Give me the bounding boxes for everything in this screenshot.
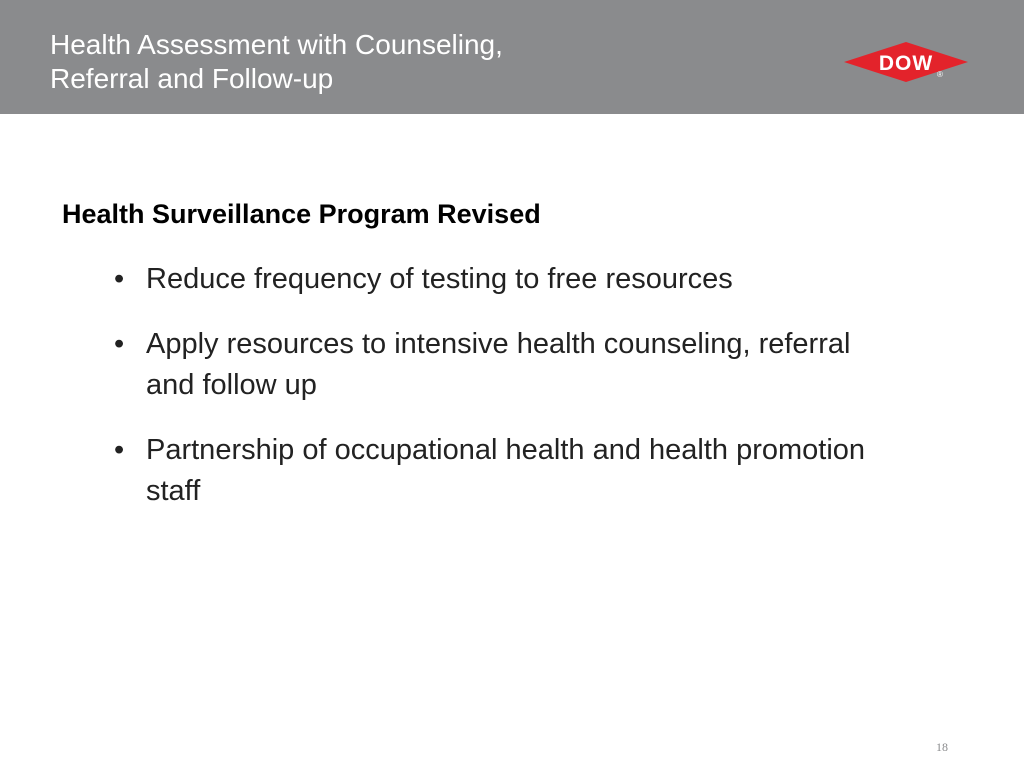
bullet-list	[62, 259, 942, 512]
bullet-icon: •	[114, 328, 125, 360]
section-heading: Health Surveillance Program Revised	[62, 199, 541, 229]
dow-diamond-logo-icon	[842, 41, 970, 83]
bullet-item	[62, 430, 866, 512]
bullet-text: Partnership of occupational health and health promotion staff	[146, 434, 866, 507]
logo-registered-mark: ®	[937, 70, 943, 79]
slide-content	[62, 194, 942, 536]
bullet-icon: •	[114, 434, 125, 466]
bullet-text: Reduce frequency of testing to free resources	[146, 263, 733, 295]
header-bar	[0, 0, 1024, 114]
slide-title-line-1: Health Assessment with Counseling,	[50, 29, 503, 60]
bullet-item	[62, 259, 866, 300]
logo-text: DOW	[878, 52, 934, 75]
slide-title	[50, 28, 503, 96]
bullet-icon: •	[114, 263, 125, 295]
slide-title-line-2: Referral and Follow-up	[50, 63, 334, 94]
bullet-item	[62, 324, 866, 406]
page-number: 18	[936, 740, 948, 754]
bullet-text: Apply resources to intensive health counseling, referral and follow up	[146, 328, 851, 401]
